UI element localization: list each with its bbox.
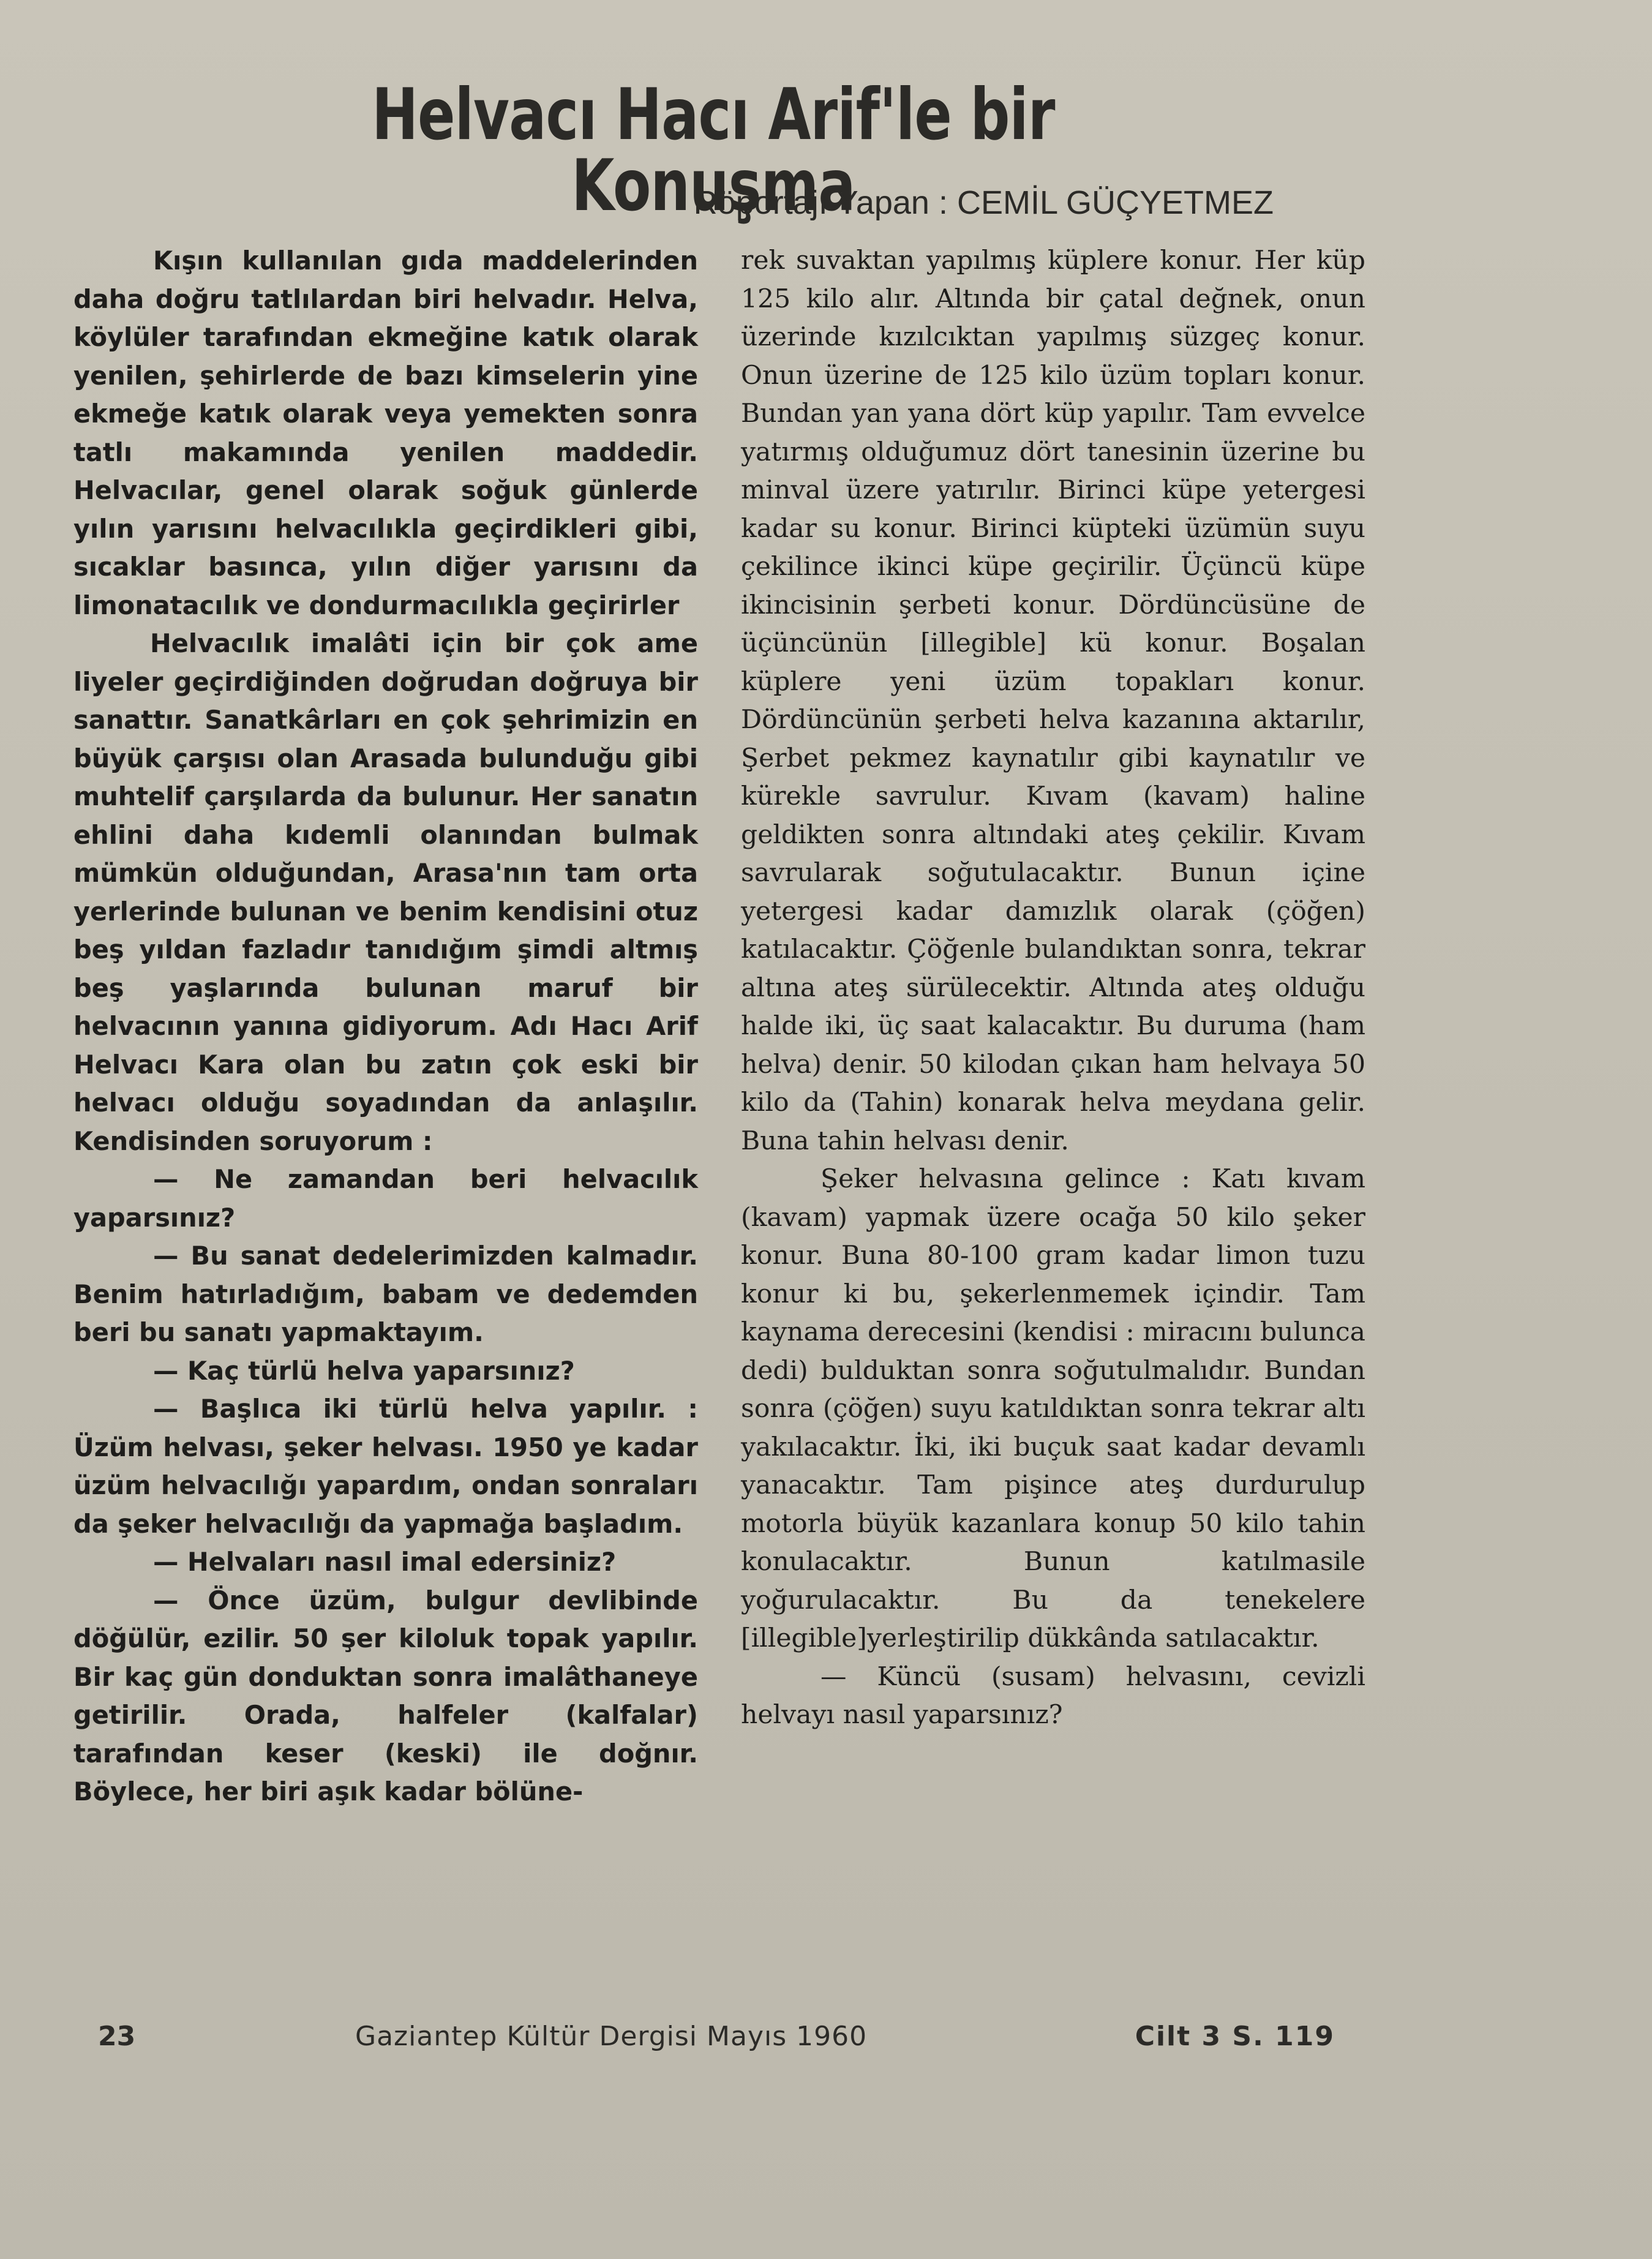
journal-name: Gaziantep Kültür Dergisi Mayıs 1960 <box>355 2021 868 2052</box>
paragraph: Şeker helvasına gelince : Katı kıvam (kavam) yapmak üzere ocağa 50 kilo şeker konur. Buna 80-100 gram kadar limon tuzu konur ki bu, şekerlenmemek içindir. Tam kaynama derecesini (kendisi : miracını bulunca dedi) bulduktan sonra soğutulmalıdır. Bundan sonra (çöğen) suyu katıldıktan sonra tekrar altı yakılacaktır. İki, iki buçuk saat kadar devamlı yanacaktır. Tam pişince ateş durdurulup motorla büyük kazanlara konup 50 kilo tahin konulacaktır. Bunun katılmasile yoğurulacaktır. Bu da tenekelere [illegible]yerleştirilip dükkânda satılacaktır. <box>741 1164 1365 1653</box>
paragraph: Kışın kullanılan gıda maddelerinden daha doğru tatlılardan biri helvadır. Helva, köylüler tarafından ekmeğine katık olarak yenilen, şehirlerde de bazı kimselerin yine ekmeğe katık olarak veya yemekten sonra tatlı makamında yenilen maddedir. Helvacılar, genel olarak soğuk günlerde yılın yarısını helvacılıkla geçirdikleri gibi, sıcaklar basınca, yılın diğer yarısını da limonatacılık ve dondurmacılıkla geçirirler <box>73 246 698 620</box>
answer: — Önce üzüm, bulgur devlibinde döğülür, ezilir. 50 şer kiloluk topak yapılır. Bir kaç gün donduktan sonra imalâthaneye getirilir. Orada, halfeler (kalfalar) tarafından keser (keski) ile doğnır. Böylece, her biri aşık kadar bölüne- <box>73 1585 698 1806</box>
question: — Helvaları nasıl imal edersiniz? <box>153 1547 617 1577</box>
page-footer <box>73 2021 1335 2070</box>
answer: — Bu sanat dedelerimizden kalmadır. Benim hatırladığım, babam ve dedemden beri bu sanatı yapmaktayım. <box>73 1241 698 1347</box>
page-number: 23 <box>98 2021 136 2052</box>
paragraph: Helvacılık imalâti için bir çok ame liyeler geçirdiğinden doğrudan doğruya bir sanattır. Sanatkârları en çok şehrimizin en büyük çarşısı olan Arasada bulunduğu gibi muhtelif çarşılarda da bulunur. Her sanatın ehlini daha kıdemli olanından bulmak mümkün olduğundan, Arasa'nın tam orta yerlerinde bulunan ve benim kendisini otuz beş yıldan fazladır tanıdığım şimdi altmış beş yaşlarında bulunan maruf bir helvacının yanına gidiyorum. Adı Hacı Arif Helvacı Kara olan bu zatın çok eski bir helvacı olduğu soyadından da anlaşılır. Kendisinden soruyorum : <box>73 628 698 1156</box>
question: — Ne zamandan beri helvacılık yaparsınız? <box>73 1164 698 1233</box>
answer: — Başlıca iki türlü helva yapılır. : Üzüm helvası, şeker helvası. 1950 ye kadar üzüm helvacılığı yapardım, ondan sonraları da şeker helvacılığı da yapmağa başladım. <box>73 1394 698 1539</box>
left-text-column <box>73 242 698 1993</box>
article-title: Helvacı Hacı Arif'le bir Konuşma <box>372 73 1055 227</box>
question: — Kaç türlü helva yaparsınız? <box>153 1355 575 1386</box>
volume-issue: Cilt 3 S. 119 <box>1135 2021 1335 2052</box>
question: — Küncü (susam) helvasını, cevizli helvayı nasıl yaparsınız? <box>741 1661 1365 1730</box>
article-byline: Röportajı Yapan : CEMİL GÜÇYETMEZ <box>693 184 1274 221</box>
right-text-column <box>741 242 1365 1993</box>
paragraph-continued: rek suvaktan yapılmış küplere konur. Her küp 125 kilo alır. Altında bir çatal değnek, onun üzerinde kızılcıktan yapılmış süzgeç konur. Onun üzerine de 125 kilo üzüm topları konur. Bundan yan yana dört küp yapılır. Tam evvelce yatırmış olduğumuz dört tanesinin üzerine bu minval üzere yatırılır. Birinci küpe yetergesi kadar su konur. Birinci küpteki üzümün suyu çekilince ikinci küpe geçirilir. Üçüncü küpe ikincisinin şerbeti konur. Dördüncüsüne de üçüncünün [illegible] kü konur. Boşalan küplere yeni üzüm topakları konur. Dördüncünün şerbeti helva kazanına aktarılır, Şerbet pekmez kaynatılır gibi kaynatılır ve kürekle savrulur. Kıvam (kavam) haline geldikten sonra altındaki ateş çekilir. Kıvam savrularak soğutulacaktır. Bunun içine yetergesi kadar damızlık olarak (çöğen) katılacaktır. Çöğenle bulandıktan sonra, tekrar altına ateş sürülecektir. Altında ateş olduğu halde iki, üç saat kalacaktır. Bu duruma (ham helva) denir. 50 kilodan çıkan ham helvaya 50 kilo da (Tahin) konarak helva meydana gelir. Buna tahin helvası denir. <box>741 246 1365 1156</box>
